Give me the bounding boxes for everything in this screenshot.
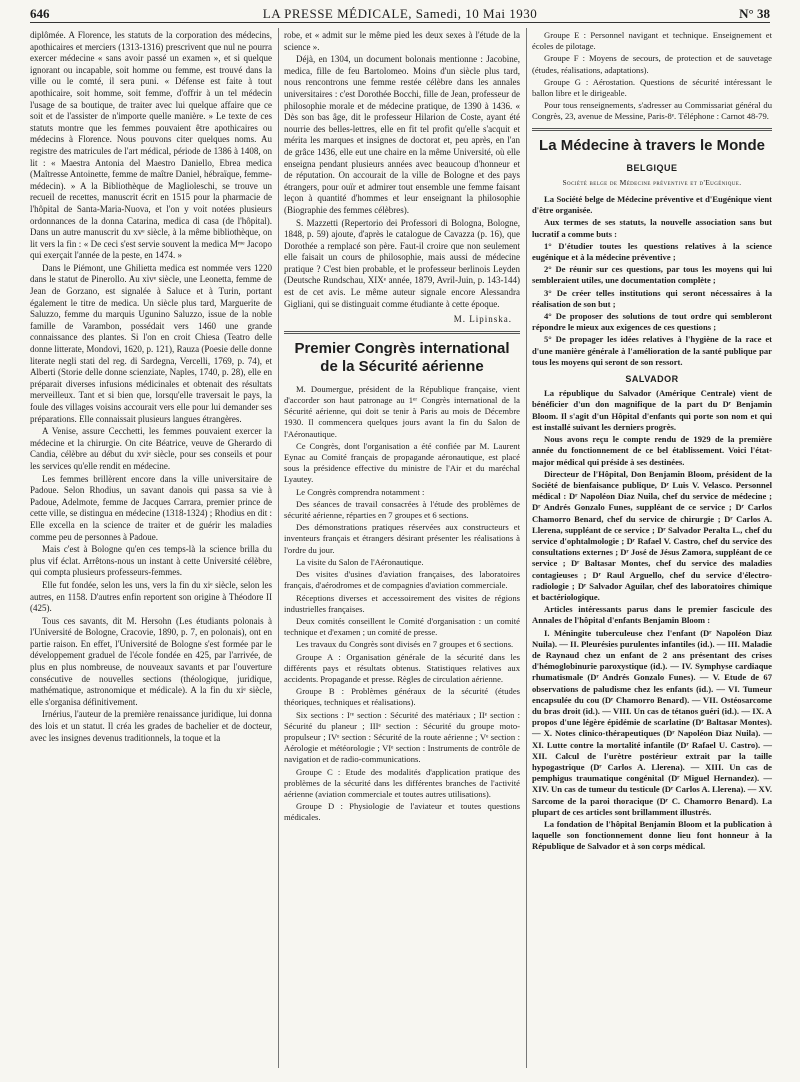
paragraph: Les femmes brillèrent encore dans la ville universitaire de Padoue. Selon Rhodius, un savant danois qui passa sa vie à Padoue, Adelmote, femme de Jacques Carrara, premier prince de cette ville, se distingua en médecine (1318-1324) ; Rhodius en dit : Elle excella en la science de traiter et de guérir les maladies comme peu de personnes à Padoue. [30,473,272,542]
paragraph: Tous ces savants, dit M. Hersohn (Les étudiants polonais à l'Université de Bologne, Cracovie, 1890, p. 7, en polonais), ont en partie raison. En effet, l'Université de Bologne s'est formée par le développement graduel de l'école fondée en 425, par l'arrivée, de plus en plus nombreuse, de nouveaux savants et par l'ouverture consécutive de nouvelles sections (théologique, juridique, mathématique, astronomique et médicale). A la fin du xiᵉ siècle, elle s'organisa définitivement. [30,615,272,707]
paragraph: Six sections : Iʳᵉ section : Sécurité des matériaux ; IIᵉ section : Sécurité du planeur ; IIIᵉ section : Sécurité du groupe moto-propulseur ; IVᵉ section : Sécurité de la route aérienne ; Vᵉ section : Aérologie et météorologie ; VIᵉ section : Instruments de contrôle de navigation et de radio-communications. [284,709,520,765]
paragraph: Groupe E : Personnel navigant et technique. Enseignement et écoles de pilotage. [532,30,772,52]
column-2 [284,30,520,825]
paragraph: Déjà, en 1304, un document bolonais mentionne : Jacobine, medica, fille de feu Bartolomeo. Moins d'un siècle plus tard, nous rencontrons une femme restée célèbre dans les annales universitaires : c'est Dorothée Bocchi, fille de Jean, professeur de philosophie morale et de médecine pratique, de 1390 à 1436. « Dès son bas âge, dit le professeur Hilarion de Coste, ayant été nourrie des belles-lettres, elle en fit tel profit qu'elle s'acquit et mérita les marques et insignes de doctorat et, peu après, en l'an de grâce 1436, elle eut une chaire en la même Université, où elle enseigna pendant plusieurs années avec beaucoup d'honneur et de réputation. On accourait de la ville de Bologne et des pays étrangers, pour ouïr et admirer tout ensemble une femme faisant leçon à quantité d'hommes et leur enseignant la philosophie (Biographie des femmes célèbres). [284,54,520,215]
paragraph: Les travaux du Congrès sont divisés en 7 groupes et 6 sections. [296,639,514,650]
paragraph: Le Congrès comprendra notamment : [296,486,425,497]
paragraph: S. Mazzetti (Repertorio dei Professori di Bologna, Bologne, 1848, p. 59) ajoute, d'après le catalogue de Cavazza (p. 16), que Dorothée a remplacé son père. Faut-il croire que non seulement elle faisait un cours de philosophie, mais aussi de médecine pratique ? C'est bien probable, et le professeur berlinois Leyden (Deutsche Rundschau, XIXᵉ année, 1879, Avril-Juin, p. 143-144) est de cet avis. Le même auteur signale encore Alessandra Gigliani, qui se distinguait comme étudiante à cette époque. [284,217,520,309]
author-signature: M. Lipinska. [453,314,512,325]
page-header [30,6,770,32]
paragraph: Irnérius, l'auteur de la première renaissance juridique, lui donna des lois et un statut. Il créa les grades de bachelier et de docteur, avec les insignes devenus traditionnels, la toque et la [30,709,272,743]
page-number: 646 [30,6,50,21]
paragraph: M. Doumergue, président de la République française, vient d'accorder son haut patronage au 1ᵉʳ Congrès international de la Sécurité aérienne, qui doit se tenir à Paris au mois de Décembre 1930. Il commencera quelques jours avant la fin du Salon de l'Aéronautique. [284,383,520,439]
paragraph: Dans le Piémont, une Ghilietta medica est nommée vers 1220 dans le statut de Pinerollo. Au xivᵉ siècle, une Leonetta, femme de Jean de Gorzano, est signalée à Saluce et à Turin, portant également le titre de medica. Un siècle plus tard, Marguerite de Saluzzo, femme du marquis Ugunino Saluzzo, issue de la noble famille de Varambon, possédait vers 1460 une grande connaissance des plantes. Si l'on en croit Chiesa (Teatro delle donne litterate, Mondovi, 1620, p. 121), Rauza (Poesie delle donne literate negli stati del reg. di Sardegna, Vercelli, 1769, p. 74), et Alberti (Storie delle donne scienziate, Naples, 1740, p. 28), elle en préparait diverses infusions médicinales et obtenait des résultats merveilleux. Tant et si bien que, lorsqu'elle traversait le pays, la foule des villages voisins accourait vers elle pour lui demander ses préparations. Elle connaissait plusieurs langues étrangères. [30,262,272,424]
paragraph: La fondation de l'hôpital Benjamin Bloom et la publication à laquelle son fonctionnement donne lieu font honneur à la République de Salvador et à son corps médical. [532,819,772,852]
paragraph: Groupe C : Etude des modalités d'application pratique des problèmes de la sécurité dans les différentes branches de l'activité aérienne (aviation commerciale et toutes autres utilisations). [284,766,520,799]
paragraph: 1° D'étudier toutes les questions relatives à la science eugénique et à la médecine préventive ; [532,240,772,263]
paragraph: La Société belge de Médecine préventive et d'Eugénique vient d'être organisée. [532,194,772,216]
paragraph: Groupe B : Problèmes généraux de la sécurité (études théoriques, techniques et réalisations). [284,686,520,708]
paragraph: diplômée. A Florence, les statuts de la corporation des médecins, apothicaires et merciers (1313-1316) prescrivent que nul ne pourra exercer médecine « sans avoir passé un examen », et si quelque ignorant ou incapable, soit homme ou femme, est trouvé dans la ville ou le comté, il sera puni. « Défense est faite à tout apothicaire, soit homme, soit femme, d'offrir à un tel médecin l'usage de sa boutique, de traiter avec lui quelque affaire que ce soit et de l'assister de n'importe quelle manière. » Le texte de ces statuts montre que les femmes pouvaient être apothicaires ou médecins à Florence. Nous pouvons citer quelques noms. Au registre des matricules de l'art médical, période de 1386 à 1408, on lit : « Maestra Antonia del Maestro Daniello, Ebrea medica (Maîtresse Antoinette, femme de maître Daniel, hébraïque, femme-médecin). » A la Bibliothèque de Maglioleschi, se trouve un recueil de recettes, manuscrit écrit en 1515 pour la pharmacie de l'hôpital de Santa-Maria-Nuova, et l'on y voit notées plusieurs ordonnances de la donna Catarina, medica di casa (de l'hôpital). Dans un autre manuscrit du xvᵉ siècle, à la même bibliothèque, on lit vers la fin : « De ceci s'est servie souvent la medica Mᵐᵉ Jacopo qui exerçait l'année de la peste, en 1474. » [30,30,272,261]
column-3 [532,30,772,854]
article-title: Premier Congrès international de la Sécurité aérienne [294,339,510,375]
paragraph: Groupe D : Physiologie de l'aviateur et toutes questions médicales. [284,801,520,823]
paragraph: 4° De proposer des solutions de tout ordre qui sembleront répondre le mieux aux exigences de ces questions ; [532,311,772,333]
paragraph: Des démonstrations pratiques réservées aux constructeurs et inventeurs français et étrangers désirant présenter les réalisations à l'ordre du jour. [284,522,520,555]
paragraph: Groupe G : Aérostation. Questions de sécurité intéressant le ballon libre et le dirigeable. [532,76,772,99]
paragraph: 3° De créer telles institutions qui seront nécessaires à la réalisation de son but ; [532,287,772,309]
belgique-body [532,194,772,368]
paragraph: Directeur de l'Hôpital, Don Benjamin Bloom, président de la Société de bienfaisance publique, Dʳ Luis V. Velasco. Personnel médical : Dʳ Napoléon Diaz Nuila, chef du service de médecine ; Dʳ Andrés Gonzalo Funes, suppléant de ce service ; Dʳ Carlos Chamorro Benard, chef du service de chirurgie ; Dʳ Carlos A. Llerena, suppléant de ce service ; Dʳ Salvador Peralta L., chef du service d'ophtalmologie ; Dʳ Rafael V. Castro, chef du service des consultations externes ; Dʳ José de Jésus Zamora, suppléant de ce service ; Dʳ Baltasar Montes, chef du service des maladies contagieuses ; Dʳ Raul Arguello, chef du service d'électro-radiologie ; Dʳ Salvador Aguilar, chef des laboratoires chimique et bactériologique. [532,468,772,602]
section-divider [284,331,520,334]
paragraph: Articles intéressants parus dans le premier fascicule des Annales de l'hôpital d'enfants Benjamin Bloom : [532,604,772,626]
column-divider [278,28,279,1068]
masthead: LA PRESSE MÉDICALE, Samedi, 10 Mai 1930 [262,6,538,21]
header-rule [30,22,770,23]
paragraph: La visite du Salon de l'Aéronautique. [296,556,424,567]
column-1 [30,30,272,745]
paragraph: Réceptions diverses et accessoirement des visites de régions industrielles françaises. [284,592,520,614]
paragraph: Ce Congrès, dont l'organisation a été confiée par M. Laurent Eynac au Comité français de propagande aéronautique, est placé sous la présidence effective du ministre de l'Air et du maréchal Lyautey. [284,440,520,485]
paragraph: robe, et « admit sur le même pied les deux sexes à l'étude de la science ». [284,30,520,52]
paragraph: 2° De réunir sur ces questions, par tous les moyens qui lui sembleraient utiles, une documentation complète ; [532,264,772,286]
section-divider [532,128,772,131]
paragraph: Aux termes de ses statuts, la nouvelle association sans but lucratif a comme buts : [532,217,772,239]
paragraph: Mais c'est à Bologne qu'en ces temps-là la science brilla du plus vif éclat. Arrêtons-nous un instant à cette Université célèbre, qui compta plusieurs professeurs-femmes. [30,544,272,578]
paragraph: La république du Salvador (Amérique Centrale) vient de bénéficier d'un don magnifique de la part du Dʳ Benjamin Bloom. Il s'agit d'un Hôpital d'enfants qui porte son nom et qui est installé suivant les derniers progrès. [532,388,772,432]
paragraph: Groupe A : Organisation générale de la sécurité dans les différents pays et résultats obtenus. Statistiques relatives aux accidents. Propagande et presse. Règles de circulation aérienne. [284,651,520,684]
country-heading-belgique: BELGIQUE [626,162,678,173]
paragraph: Des visites d'usines d'aviation françaises, des laboratoires français, d'aérodromes et de compagnies d'aviation commerciale. [284,569,520,591]
paragraph: I. Méningite tuberculeuse chez l'enfant (Dʳ Napoléon Diaz Nuila). — II. Pleurésies purulentes infantiles (id.). — III. Maladie de Raynaud chez un enfant de 2 ans présentant des crises d'hémoglobinurie paroxystique (id.). — IV. Symphyse cardiaque rhumatismale (Dʳ Andrés Gonzalo Funes). — V. Etude de 67 observations de paludisme chez les enfants (id.). — VI. Tumeur encapsulée du cou (Dʳ Chamorro Benard). — VII. Ostéosarcome du bras droit (id.). — VIII. Un cas de tétanos guéri (id.). — IX. A propos d'une légère épidémie de scarlatine (Dʳ Baltasar Montes). — X. Notes clinico-thérapeutiques (Dʳ Napoléon Diaz Nuila). — XI. Lutte contre la mortalité infantile (Dʳ Rafael U. Castro). — XII. Calcul de l'urètre postérieur extrait par la taille hypogastrique (Dʳ Carlos A. Llerena). — XIII. Un cas de pemphigus traumatique congénital (Dʳ Miguel Hernandez). — XIV. Un cas de tumeur du testicule (Dʳ Carlos A. Llerena). — XV. Sarcome de la paroi thoracique (Dʳ C. Chamorro Benard). La plupart de ces articles sont brillamment illustrés. [532,627,772,817]
subheading: Société belge de Médecine préventive et d'Eugénique. [562,177,742,187]
paragraph: A Venise, assure Cecchetti, les femmes pouvaient exercer la médecine et la chirurgie. On cite Béatrice, veuve de Gherardo di Candia, célèbre au début du xviᵉ siècle, pour ses conseils et pour les services qu'elle rendit en médecine. [30,426,272,471]
section-title: La Médecine à travers le Monde [539,136,765,154]
paragraph: Nous avons reçu le compte rendu de 1929 de la première année du fonctionnement de ce bel établissement. Voici l'état-major médical qui préside à ses destinées. [532,434,772,467]
paragraph: Pour tous renseignements, s'adresser au Commissariat général du Congrès, 23, avenue de Messine, Paris-8ᵉ. Téléphone : Carnot 48-79. [532,100,772,122]
paragraph: 5° De propager les idées relatives à l'hygiène de la race et d'une manière générale à l'amélioration de la santé publique par tous les moyens qui seront de son ressort. [532,334,772,367]
article-body [284,384,520,824]
salvador-body [532,388,772,852]
column-divider [526,28,527,1068]
paragraph: Elle fut fondée, selon les uns, vers la fin du xiᵉ siècle, selon les autres, en 1158. D'autres enfin reportent son origine à Théodore II (425). [30,579,272,614]
country-heading-salvador: SALVADOR [625,374,679,385]
paragraph: Deux comités conseillent le Comité d'organisation : un comité technique et d'examen ; un comité de presse. [284,615,520,638]
issue-number: N° 38 [739,6,770,21]
paragraph: Des séances de travail consacrées à l'étude des problèmes de sécurité aérienne, réparties en 7 groupes et 6 sections. [284,498,520,521]
paragraph: Groupe F : Moyens de secours, de protection et de sauvetage (études, réalisations, adaptations). [532,53,772,75]
